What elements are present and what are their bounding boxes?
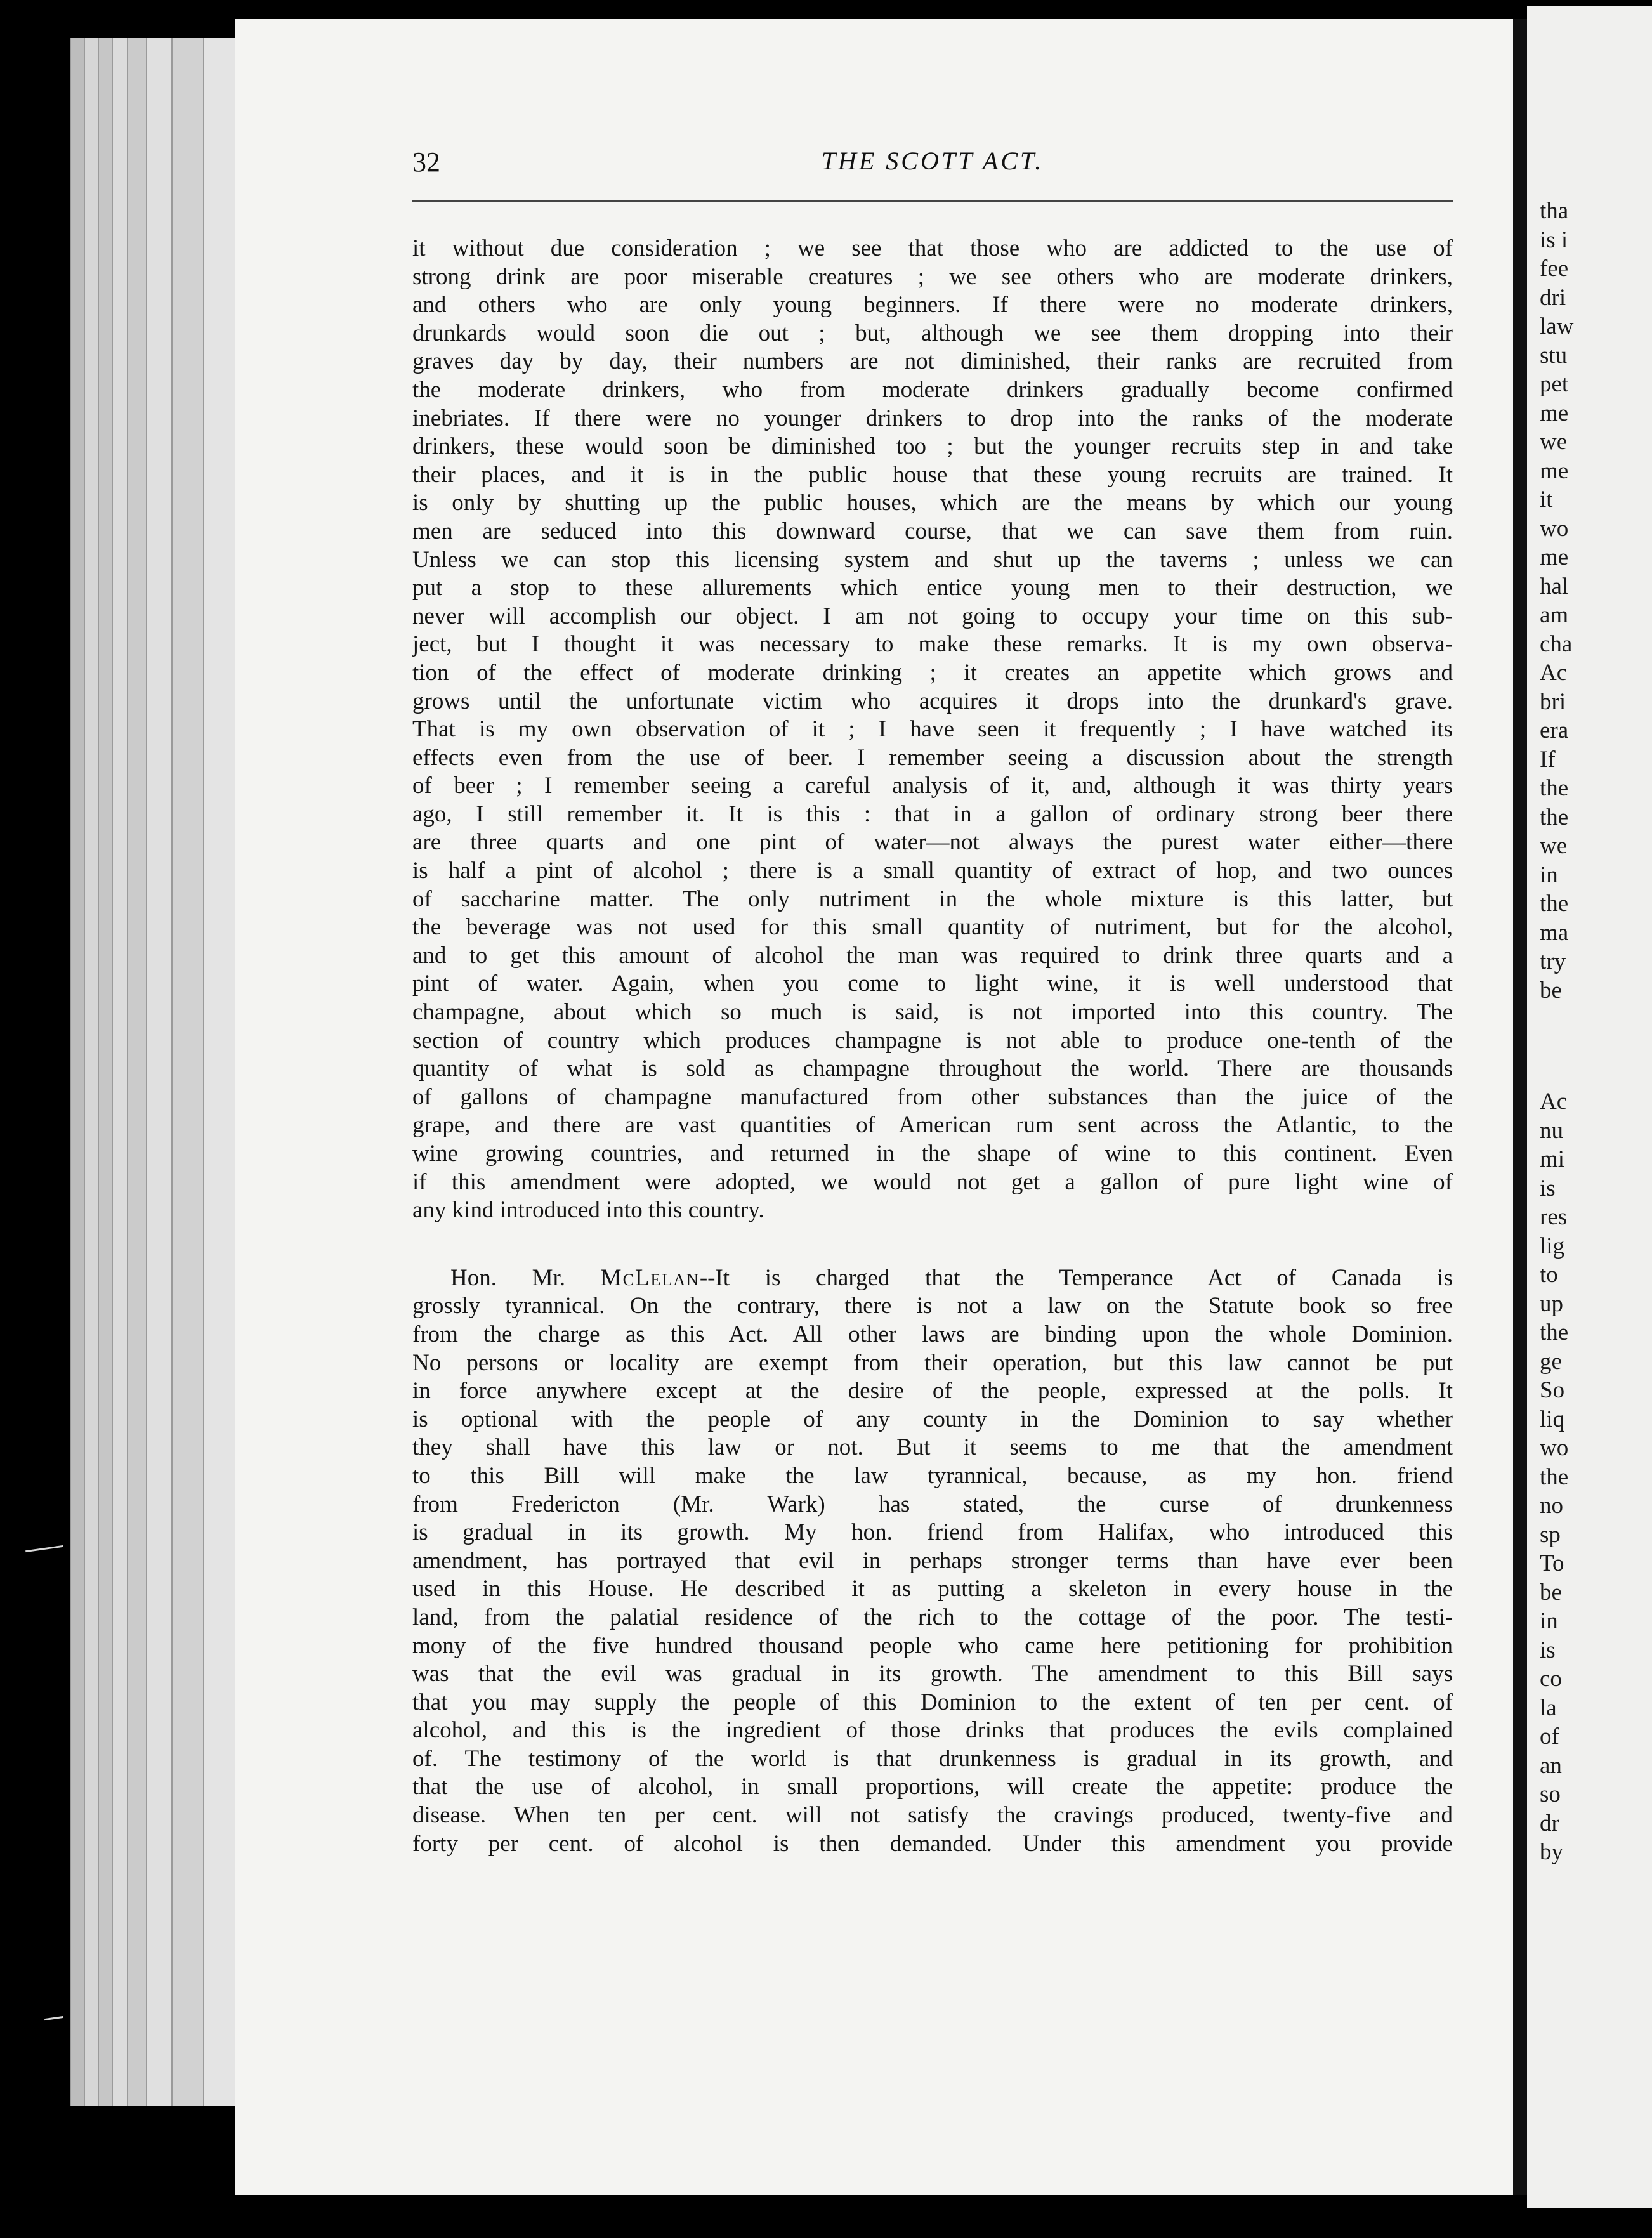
- facing-gap: [1540, 1005, 1652, 1087]
- facing-text-fragment: is: [1540, 1637, 1556, 1663]
- text-line: ject, but I thought it was necessary to make these remarks. It is my own observa-: [412, 631, 1453, 658]
- text-line: their places, and it is in the public house that these young recruits are trained. It: [412, 461, 1453, 488]
- text-line: inebriates. If there were no younger drinkers to drop into the ranks of the moderate: [412, 405, 1453, 431]
- facing-text-fragment: up: [1540, 1290, 1563, 1317]
- text-line: is gradual in its growth. My hon. friend from Halifax, who introduced this: [412, 1519, 1453, 1546]
- text-line: pint of water. Again, when you come to light wine, it is well understood that: [412, 971, 1453, 997]
- text-line: of. The testimony of the world is that drunkenness is gradual in its growth, and: [412, 1745, 1453, 1772]
- text-line: never will accomplish our object. I am not going to occupy your time on this sub-: [412, 603, 1453, 629]
- paragraph-gap: [412, 1225, 1453, 1264]
- text-line: grossly tyrannical. On the contrary, there is not a law on the Statute book so free: [412, 1293, 1453, 1319]
- text-line: and others who are only young beginners. If there were no moderate drinkers,: [412, 292, 1453, 318]
- text-line: it without due consideration ; we see that those who are addicted to the use of: [412, 235, 1453, 261]
- text-line: that you may supply the people of this Dominion to the extent of ten per cent. of: [412, 1689, 1453, 1715]
- facing-text-fragment: mi: [1540, 1146, 1565, 1172]
- text-line: champagne, about which so much is said, is not imported into this country. The: [412, 999, 1453, 1026]
- text-line: of saccharine matter. The only nutriment in the whole mixture is this latter, but: [412, 886, 1453, 912]
- facing-page: [1527, 6, 1652, 2208]
- facing-text-fragment: ge: [1540, 1348, 1562, 1375]
- facing-text-fragment: no: [1540, 1493, 1563, 1519]
- facing-text-fragment: be: [1540, 1579, 1562, 1606]
- speaker-line: [412, 1264, 1453, 1293]
- facing-text-fragment: the: [1540, 1463, 1569, 1490]
- facing-text-fragment: am: [1540, 602, 1569, 628]
- stacked-page-edges: [70, 38, 241, 2106]
- text-line: tion of the effect of moderate drinking ; it creates an appetite which grows and: [412, 659, 1453, 686]
- text-line: land, from the palatial residence of the rich to the cottage of the poor. The testi-: [412, 1604, 1453, 1630]
- facing-text-fragment: me: [1540, 400, 1569, 426]
- facing-text-fragment: dr: [1540, 1810, 1559, 1836]
- facing-text-fragment: nu: [1540, 1117, 1563, 1144]
- facing-text-fragment: an: [1540, 1752, 1562, 1779]
- facing-text-fragment: wo: [1540, 515, 1569, 542]
- facing-text-fragment: try: [1540, 948, 1566, 974]
- text-line: That is my own observation of it ; I have seen it frequently ; I have watched its: [412, 716, 1453, 743]
- text-line: any kind introduced into this country.: [412, 1197, 764, 1224]
- scan-mark: [25, 1545, 63, 1552]
- text-line: are three quarts and one pint of water—not always the purest water either—there: [412, 829, 1453, 856]
- text-line: is half a pint of alcohol ; there is a small quantity of extract of hop, and two ounces: [412, 858, 1453, 884]
- text-line: ago, I still remember it. It is this : that in a gallon of ordinary strong beer there: [412, 801, 1453, 827]
- facing-text-fragment: ma: [1540, 919, 1569, 946]
- facing-text-fragment: the: [1540, 775, 1569, 801]
- text-line: that the use of alcohol, in small proportions, will create the appetite: produce the: [412, 1774, 1453, 1800]
- facing-text-fragment: it: [1540, 487, 1553, 513]
- text-line: of gallons of champagne manufactured from other substances than the juice of the: [412, 1083, 1453, 1110]
- facing-text-fragment: be: [1540, 977, 1562, 1004]
- facing-text-fragment: stu: [1540, 342, 1568, 369]
- text-line: from Fredericton (Mr. Wark) has stated, the curse of drunkenness: [412, 1491, 1453, 1517]
- text-line: section of country which produces champagne is not able to produce one-tenth of the: [412, 1027, 1453, 1054]
- facing-text-fragment: era: [1540, 717, 1569, 743]
- text-line: is only by shutting up the public houses, which are the means by which our young: [412, 490, 1453, 516]
- text-line: to this Bill will make the law tyrannical, because, as my hon. friend: [412, 1462, 1453, 1489]
- facing-page-column: [1540, 197, 1652, 1867]
- facing-text-fragment: fee: [1540, 256, 1569, 282]
- facing-text-fragment: If: [1540, 746, 1556, 773]
- book-gutter: [1513, 19, 1527, 2195]
- text-line: they shall have this law or not. But it seems to me that the amendment: [412, 1434, 1453, 1461]
- text-line: drinkers, these would soon be diminished too ; but the younger recruits step in and take: [412, 433, 1453, 460]
- facing-text-fragment: law: [1540, 313, 1574, 339]
- facing-text-fragment: pet: [1540, 371, 1569, 397]
- facing-text-fragment: co: [1540, 1666, 1562, 1692]
- text-line: forty per cent. of alcohol is then demanded. Under this amendment you provide: [412, 1830, 1453, 1857]
- text-line: from the charge as this Act. All other laws are binding upon the whole Dominion.: [412, 1321, 1453, 1347]
- facing-text-fragment: la: [1540, 1694, 1557, 1721]
- paragraph-1: [412, 235, 1453, 1225]
- text-line: mony of the five hundred thousand people who came here petitioning for prohibition: [412, 1632, 1453, 1659]
- text-line: men are seduced into this downward course, that we can save them from ruin.: [412, 518, 1453, 544]
- text-line: drunkards would soon die out ; but, although we see them dropping into their: [412, 320, 1453, 346]
- page-header: [412, 146, 1453, 197]
- facing-text-fragment: liq: [1540, 1406, 1565, 1432]
- facing-text-fragment: me: [1540, 544, 1569, 570]
- facing-text-fragment: is i: [1540, 226, 1568, 253]
- text-line: is optional with the people of any county in the Dominion to say whether: [412, 1406, 1453, 1432]
- text-line: put a stop to these allurements which entice young men to their destruction, we: [412, 575, 1453, 601]
- scanned-page: [235, 19, 1513, 2195]
- facing-text-fragment: cha: [1540, 631, 1573, 657]
- facing-text-fragment: bri: [1540, 688, 1566, 715]
- facing-text-fragment: Ac: [1540, 1089, 1568, 1115]
- facing-text-fragment: to: [1540, 1262, 1558, 1288]
- facing-text-fragment: we: [1540, 833, 1568, 859]
- facing-text-fragment: tha: [1540, 198, 1569, 224]
- page-number: 32: [412, 147, 440, 178]
- speaker-rest: --It is charged that the Temperance Act of Canada is: [699, 1264, 1453, 1291]
- text-line: if this amendment were adopted, we would not get a gallon of pure light wine of: [412, 1168, 1453, 1195]
- text-line: used in this House. He described it as putting a skeleton in every house in the: [412, 1576, 1453, 1602]
- text-line: strong drink are poor miserable creatures ; we see others who are moderate drinkers,: [412, 263, 1453, 290]
- text-line: and to get this amount of alcohol the man was required to drink three quarts and a: [412, 942, 1453, 969]
- text-line: amendment, has portrayed that evil in perhaps stronger terms than have ever been: [412, 1547, 1453, 1574]
- facing-text-fragment: res: [1540, 1204, 1568, 1230]
- text-line: effects even from the use of beer. I remember seeing a discussion about the strength: [412, 744, 1453, 771]
- text-line: grape, and there are vast quantities of American rum sent across the Atlantic, to the: [412, 1112, 1453, 1139]
- header-rule: [412, 200, 1453, 202]
- facing-text-fragment: lig: [1540, 1233, 1565, 1259]
- facing-text-fragment: in: [1540, 1608, 1558, 1634]
- facing-text-fragment: To: [1540, 1550, 1564, 1576]
- text-line: wine growing countries, and returned in the shape of wine to this continent. Even: [412, 1141, 1453, 1167]
- facing-text-fragment: the: [1540, 1319, 1569, 1345]
- text-line: of beer ; I remember seeing a careful analysis of it, and, although it was thirty years: [412, 773, 1453, 799]
- facing-text-fragment: Ac: [1540, 660, 1568, 686]
- text-line: grows until the unfortunate victim who acquires it drops into the drunkard's grave.: [412, 688, 1453, 714]
- text-line: in force anywhere except at the desire of the people, expressed at the polls. It: [412, 1378, 1453, 1404]
- facing-text-fragment: wo: [1540, 1435, 1569, 1461]
- facing-text-fragment: hal: [1540, 573, 1569, 599]
- speaker-prefix: Hon. Mr.: [450, 1264, 601, 1291]
- facing-text-fragment: the: [1540, 804, 1569, 830]
- running-title: THE SCOTT ACT.: [821, 147, 1044, 175]
- text-line: alcohol, and this is the ingredient of those drinks that produces the evils complained: [412, 1717, 1453, 1744]
- text-line: graves day by day, their numbers are not diminished, their ranks are recruited from: [412, 348, 1453, 375]
- text-line: the beverage was not used for this small quantity of nutriment, but for the alcohol,: [412, 914, 1453, 941]
- body-text: [412, 235, 1453, 1858]
- text-line: Unless we can stop this licensing system and shut up the taverns ; unless we can: [412, 546, 1453, 573]
- facing-text-fragment: sp: [1540, 1521, 1561, 1548]
- scan-mark: [44, 2016, 63, 2020]
- facing-text-fragment: me: [1540, 457, 1569, 484]
- facing-text-fragment: we: [1540, 429, 1568, 455]
- text-line: quantity of what is sold as champagne throughout the world. There are thousands: [412, 1056, 1453, 1082]
- facing-text-fragment: dri: [1540, 284, 1566, 311]
- facing-text-fragment: of: [1540, 1724, 1559, 1750]
- paragraph-2: [412, 1292, 1453, 1858]
- text-line: was that the evil was gradual in its growth. The amendment to this Bill says: [412, 1661, 1453, 1687]
- facing-text-fragment: by: [1540, 1839, 1563, 1865]
- text-line: No persons or locality are exempt from their operation, but this law cannot be put: [412, 1349, 1453, 1376]
- speaker-name: McLelan: [600, 1264, 700, 1291]
- facing-text-fragment: so: [1540, 1781, 1561, 1807]
- facing-text-fragment: is: [1540, 1175, 1556, 1201]
- facing-text-fragment: in: [1540, 861, 1558, 888]
- text-line: disease. When ten per cent. will not satisfy the cravings produced, twenty-five and: [412, 1802, 1453, 1829]
- facing-text-fragment: So: [1540, 1377, 1565, 1403]
- facing-text-fragment: the: [1540, 891, 1569, 917]
- text-line: the moderate drinkers, who from moderate drinkers gradually become confirmed: [412, 376, 1453, 403]
